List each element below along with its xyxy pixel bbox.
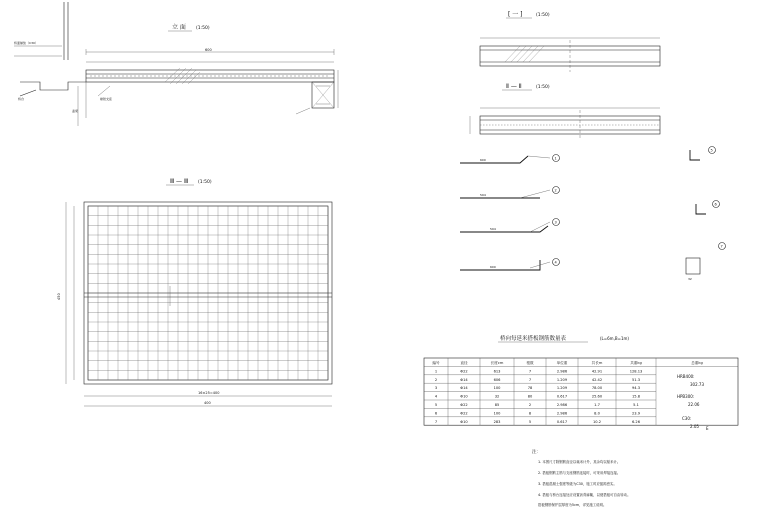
total-hpb-value: 22.06 xyxy=(688,402,700,407)
abutment-step xyxy=(20,82,86,90)
table-cell: 7 xyxy=(528,369,532,374)
table-cell: 0.617 xyxy=(556,419,568,424)
table-cell: 42.91 xyxy=(591,369,603,374)
rebar-shape-1 xyxy=(460,156,528,163)
table-cell: 2.986 xyxy=(556,411,568,416)
section-2-scale: (1:50) xyxy=(536,85,550,90)
svg-text:32: 32 xyxy=(688,277,692,281)
section-2-view xyxy=(470,83,660,140)
table-cell: 51.3 xyxy=(631,377,641,382)
table-header-cell: 根数 xyxy=(526,361,534,365)
section-2-title: Ⅱ — Ⅱ xyxy=(506,83,522,90)
svg-text:5: 5 xyxy=(710,148,713,153)
table-header-cell: 共长m xyxy=(591,361,603,365)
rebar-shape-5 xyxy=(690,150,700,160)
elevation-length: 600 xyxy=(205,48,212,52)
svg-text:600: 600 xyxy=(490,265,496,269)
elevation-view xyxy=(14,2,338,126)
table-cell: 100 xyxy=(493,411,501,416)
note-item: 搭板钢筋保护层厚度为5cm，详见施工说明。 xyxy=(538,503,607,507)
rebar-table xyxy=(424,334,738,431)
table-cell: 128.13 xyxy=(629,369,643,374)
table-cell: 6.26 xyxy=(631,419,641,424)
rebar-shape-7 xyxy=(686,258,700,274)
mesh-spacing-label: 16×25=400 xyxy=(198,391,220,395)
table-cell: 6 xyxy=(434,411,438,416)
svg-text:4: 4 xyxy=(554,260,557,265)
table-header-cell: 长度cm xyxy=(490,361,504,365)
table-cell: 2 xyxy=(528,403,532,407)
table-cell: Φ22 xyxy=(460,369,468,374)
table-cell: 1.209 xyxy=(556,377,568,382)
table-cell: 1.209 xyxy=(556,386,568,391)
table-cell: 78 xyxy=(527,386,533,391)
section-1-scale: (1:50) xyxy=(536,13,550,18)
table-cell: 25.60 xyxy=(591,394,603,399)
label-pavement: 桥面铺装（C30） xyxy=(14,41,38,45)
table-cell: 15.8 xyxy=(631,394,641,399)
table-cell: Φ10 xyxy=(460,419,468,424)
table-cell: Φ14 xyxy=(460,377,468,382)
svg-text:594: 594 xyxy=(480,193,486,197)
svg-text:600: 600 xyxy=(480,158,486,162)
mesh-height-label: 450 xyxy=(57,293,61,300)
label-cap: 盖梁 xyxy=(72,109,79,113)
svg-text:3: 3 xyxy=(554,220,557,225)
table-cell: 613 xyxy=(493,369,501,374)
note-item: 4. 搭板与桥台连接处应设置沥青麻絮，以便搭板可自由转动。 xyxy=(538,493,631,497)
table-cell: Φ14 xyxy=(460,386,468,391)
table-cell: 10.2 xyxy=(592,419,602,424)
table-header-cell: 总重kg xyxy=(691,361,703,365)
rebar-shape-3 xyxy=(460,226,548,232)
total-hrb-label: HRB400: xyxy=(677,374,695,379)
table-cell: 7 xyxy=(528,377,532,382)
table-header-cell: 共重kg xyxy=(630,361,642,365)
svg-text:2: 2 xyxy=(554,188,557,193)
total-c30-unit: E xyxy=(706,426,709,431)
section-3-view xyxy=(57,178,332,406)
table-cell: 94.3 xyxy=(631,386,641,391)
table-cell: 23.9 xyxy=(631,411,641,416)
table-cell: 1 xyxy=(434,369,438,374)
svg-text:7: 7 xyxy=(720,244,723,249)
note-item: 1. 本图尺寸除钢筋直径以毫米计外，其余均以厘米计。 xyxy=(538,460,621,464)
table-cell: Φ22 xyxy=(460,403,468,407)
total-c30-label: C30: xyxy=(682,416,692,421)
table-subtitle: (L=6m,B=1m) xyxy=(600,336,629,341)
table-text xyxy=(432,360,702,424)
note-item: 3. 搭板混凝土强度等级为C30，施工时应振捣密实。 xyxy=(538,482,617,486)
note-item: 2. 搭板钢筋主筋与支座钢筋连接时，可采用焊接连接。 xyxy=(538,471,621,475)
mesh-grid xyxy=(88,206,328,380)
table-cell: 3 xyxy=(434,386,438,391)
section-1-title: [ 一 ] xyxy=(508,11,523,18)
table-title: 桥向每延米搭板钢筋数量表 xyxy=(500,336,567,342)
table-cell: 78.00 xyxy=(591,386,603,391)
table-cell: Φ10 xyxy=(460,394,468,399)
table-cell: 2.986 xyxy=(556,403,568,407)
table-cell: 2 xyxy=(434,377,438,382)
svg-text:6: 6 xyxy=(714,202,717,207)
table-cell: 606 xyxy=(493,377,501,382)
table-cell: 32 xyxy=(494,394,500,399)
table-cell: 8 xyxy=(528,411,532,416)
rebar-shape-4 xyxy=(460,260,540,270)
table-header-cell: 直径 xyxy=(460,361,468,365)
section-3-scale: (1:50) xyxy=(198,180,212,185)
table-cell: 283 xyxy=(493,419,501,424)
table-cell: 7 xyxy=(434,419,438,424)
notes-heading: 注： xyxy=(532,450,541,455)
svg-text:594: 594 xyxy=(490,227,496,231)
total-hpb-label: HPB300: xyxy=(677,394,695,399)
rebar-details xyxy=(460,147,726,282)
table-cell: 4 xyxy=(434,394,438,399)
table-header-cell: 编号 xyxy=(432,361,440,365)
notes xyxy=(532,448,630,507)
label-abutment: 桥台 xyxy=(18,97,25,101)
table-cell: 85 xyxy=(494,403,500,407)
rebar-shape-6 xyxy=(696,204,706,214)
table-cell: 80 xyxy=(527,394,533,399)
table-cell: 0.617 xyxy=(556,394,568,399)
table-cell: 5 xyxy=(528,419,532,424)
table-cell: 5.1 xyxy=(633,403,639,407)
table-cell: Φ22 xyxy=(460,411,468,416)
elevation-title: 立 面 xyxy=(172,24,186,31)
section-3-title: Ⅲ — Ⅲ xyxy=(170,178,189,185)
elevation-scale: (1:50) xyxy=(196,26,210,31)
total-hrb-value: 302.73 xyxy=(690,382,704,387)
table-header-cell: 单位重 xyxy=(556,361,568,365)
table-cell: 5 xyxy=(434,403,438,407)
table-cell: 8.0 xyxy=(594,411,600,416)
svg-text:1: 1 xyxy=(554,156,557,161)
table-cell: 1.7 xyxy=(594,403,600,407)
label-bearing: 橡胶支座 xyxy=(100,97,113,101)
table-cell: 42.42 xyxy=(591,377,603,382)
mesh-width-label: 400 xyxy=(204,401,211,405)
table-cell: 2.986 xyxy=(556,369,568,374)
total-c30-value: 2.05 xyxy=(690,424,699,429)
table-cell: 100 xyxy=(493,386,501,391)
section-1-view xyxy=(480,11,660,72)
